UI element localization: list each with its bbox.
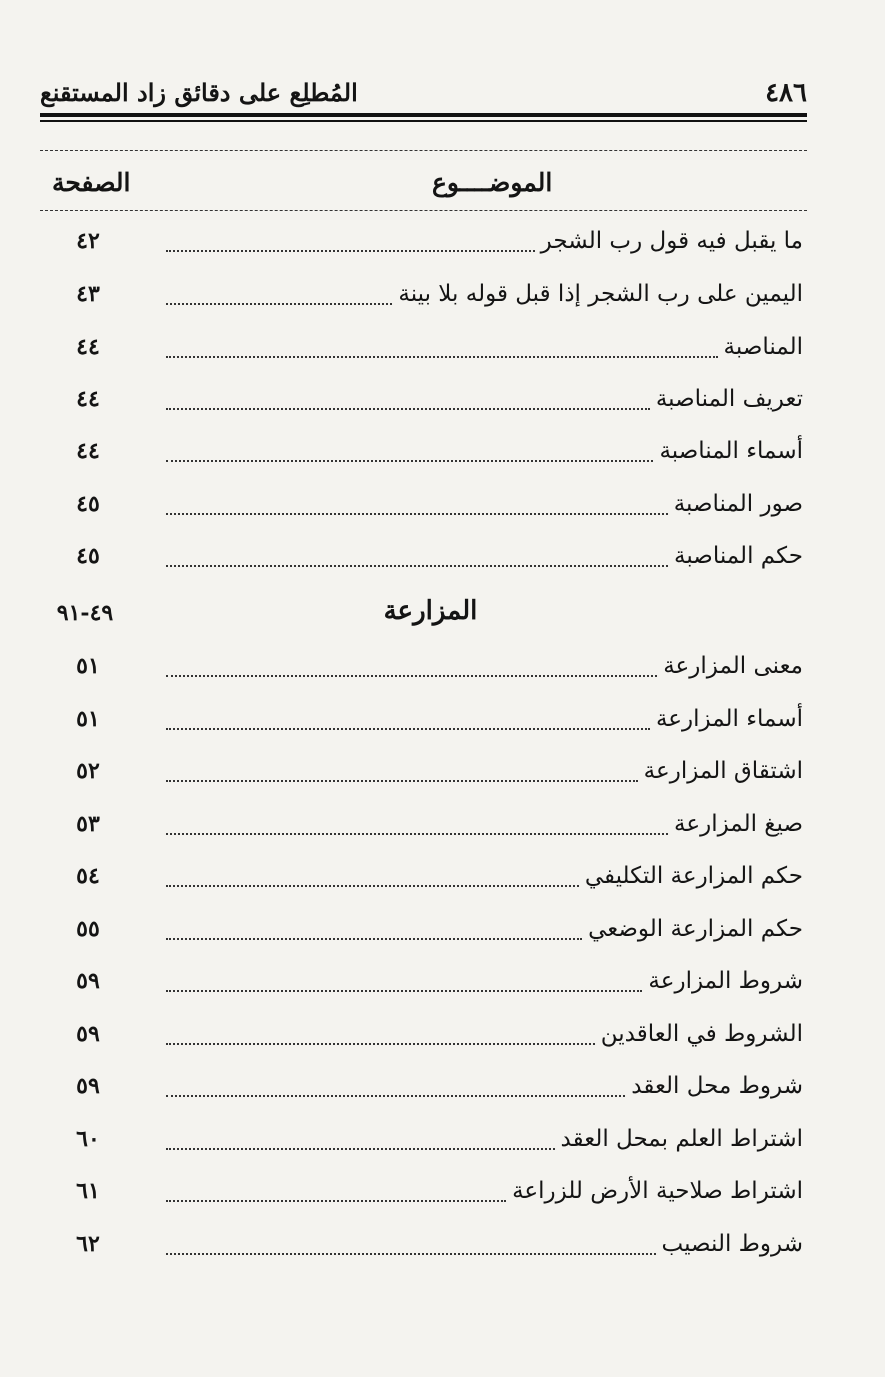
toc-entry-topic: تعريف المناصبة <box>655 386 803 412</box>
section-page-range: ٤٩-٩١ <box>56 600 114 626</box>
page-number: ٤٨٦ <box>765 78 807 108</box>
toc-entry-page: ٤٤ <box>76 386 100 412</box>
toc-entry-topic: أسماء المزارعة <box>655 706 803 732</box>
dot-leader <box>166 728 650 730</box>
dot-leader <box>166 1148 555 1150</box>
toc-entry[interactable] <box>58 328 803 368</box>
toc-entry[interactable] <box>58 647 803 687</box>
toc-entry-page: ٤٢ <box>76 228 100 254</box>
toc-entry[interactable] <box>58 485 803 525</box>
toc-entry-topic: اشتراط صلاحية الأرض للزراعة <box>512 1178 803 1204</box>
toc-entry[interactable] <box>58 380 803 420</box>
toc-entry[interactable] <box>58 1067 803 1107</box>
page-column-heading: الصفحة <box>52 168 131 197</box>
toc-entry[interactable] <box>58 700 803 740</box>
header-rule-thin <box>40 120 807 122</box>
column-header-bottom-divider <box>40 210 807 211</box>
dot-leader <box>166 356 718 358</box>
toc-entry[interactable] <box>58 275 803 315</box>
dot-leader <box>166 513 668 515</box>
toc-entry-page: ٥٤ <box>76 863 100 889</box>
toc-entry[interactable] <box>58 432 803 472</box>
dot-leader <box>166 675 657 677</box>
dot-leader <box>166 250 535 252</box>
toc-entry-page: ٤٥ <box>76 543 100 569</box>
toc-entry-page: ٤٤ <box>76 334 100 360</box>
toc-entry-page: ٥٩ <box>76 1073 100 1099</box>
toc-entry-topic: حكم المزارعة التكليفي <box>584 863 803 889</box>
toc-entry-topic: حكم المناصبة <box>674 543 803 569</box>
toc-entry-topic: شروط محل العقد <box>631 1073 803 1099</box>
toc-entry-page: ٦٢ <box>76 1231 100 1257</box>
toc-entry-topic: ما يقبل فيه قول رب الشجر <box>540 228 803 254</box>
header-rule-thick <box>40 113 807 117</box>
running-header <box>40 74 807 108</box>
toc-entry-topic: اشتقاق المزارعة <box>643 758 803 784</box>
section-title: المزارعة <box>383 596 478 626</box>
toc-entry-page: ٤٥ <box>76 491 100 517</box>
dot-leader <box>166 303 392 305</box>
toc-entry[interactable] <box>58 910 803 950</box>
toc-entry[interactable] <box>58 1172 803 1212</box>
dot-leader <box>166 780 638 782</box>
toc-entry-page: ٦١ <box>76 1178 100 1204</box>
dot-leader <box>166 833 668 835</box>
toc-entry-page: ٦٠ <box>76 1126 100 1152</box>
toc-entry-page: ٥٩ <box>76 968 100 994</box>
toc-entry-topic: اشتراط العلم بمحل العقد <box>560 1126 803 1152</box>
toc-entry-page: ٥٢ <box>76 758 100 784</box>
toc-entry-topic: صور المناصبة <box>673 491 803 517</box>
book-title: المُطلِع على دقائق زاد المستقنع <box>40 78 358 107</box>
toc-entry[interactable] <box>58 222 803 262</box>
toc-entry[interactable] <box>58 1225 803 1265</box>
dot-leader <box>166 938 582 940</box>
toc-entry[interactable] <box>58 857 803 897</box>
toc-entry-topic: صيغ المزارعة <box>674 811 803 837</box>
dot-leader <box>166 1200 506 1202</box>
toc-entry-page: ٤٣ <box>76 281 100 307</box>
toc-entry[interactable] <box>58 1015 803 1055</box>
dot-leader <box>166 565 668 567</box>
toc-entry-topic: حكم المزارعة الوضعي <box>588 916 803 942</box>
toc-entry[interactable] <box>58 752 803 792</box>
toc-entry-topic: الشروط في العاقدين <box>600 1021 803 1047</box>
toc-entry-page: ٥١ <box>76 706 100 732</box>
toc-entry-page: ٥١ <box>76 653 100 679</box>
toc-entry-topic: اليمين على رب الشجر إذا قبل قوله بلا بينة <box>398 281 803 307</box>
dot-leader <box>166 990 642 992</box>
toc-entry[interactable] <box>58 805 803 845</box>
toc-entry-page: ٥٣ <box>76 811 100 837</box>
toc-entry-page: ٥٥ <box>76 916 100 942</box>
dot-leader <box>166 408 650 410</box>
toc-entry-topic: شروط النصيب <box>661 1231 803 1257</box>
dot-leader <box>166 1095 625 1097</box>
toc-entry-page: ٤٤ <box>76 438 100 464</box>
toc-entry[interactable] <box>58 962 803 1002</box>
dot-leader <box>166 885 579 887</box>
dot-leader <box>166 460 653 462</box>
dot-leader <box>166 1043 595 1045</box>
toc-entry-topic: أسماء المناصبة <box>659 438 803 464</box>
topic-column-heading: الموضــــوع <box>432 168 553 197</box>
toc-entry[interactable] <box>58 1120 803 1160</box>
dot-leader <box>166 1253 656 1255</box>
section-heading[interactable] <box>58 592 803 636</box>
column-header-top-divider <box>40 150 807 151</box>
toc-entry-topic: شروط المزارعة <box>648 968 803 994</box>
toc-entry[interactable] <box>58 537 803 577</box>
toc-entry-topic: معنى المزارعة <box>663 653 803 679</box>
toc-entry-page: ٥٩ <box>76 1021 100 1047</box>
toc-entry-topic: المناصبة <box>723 334 803 360</box>
